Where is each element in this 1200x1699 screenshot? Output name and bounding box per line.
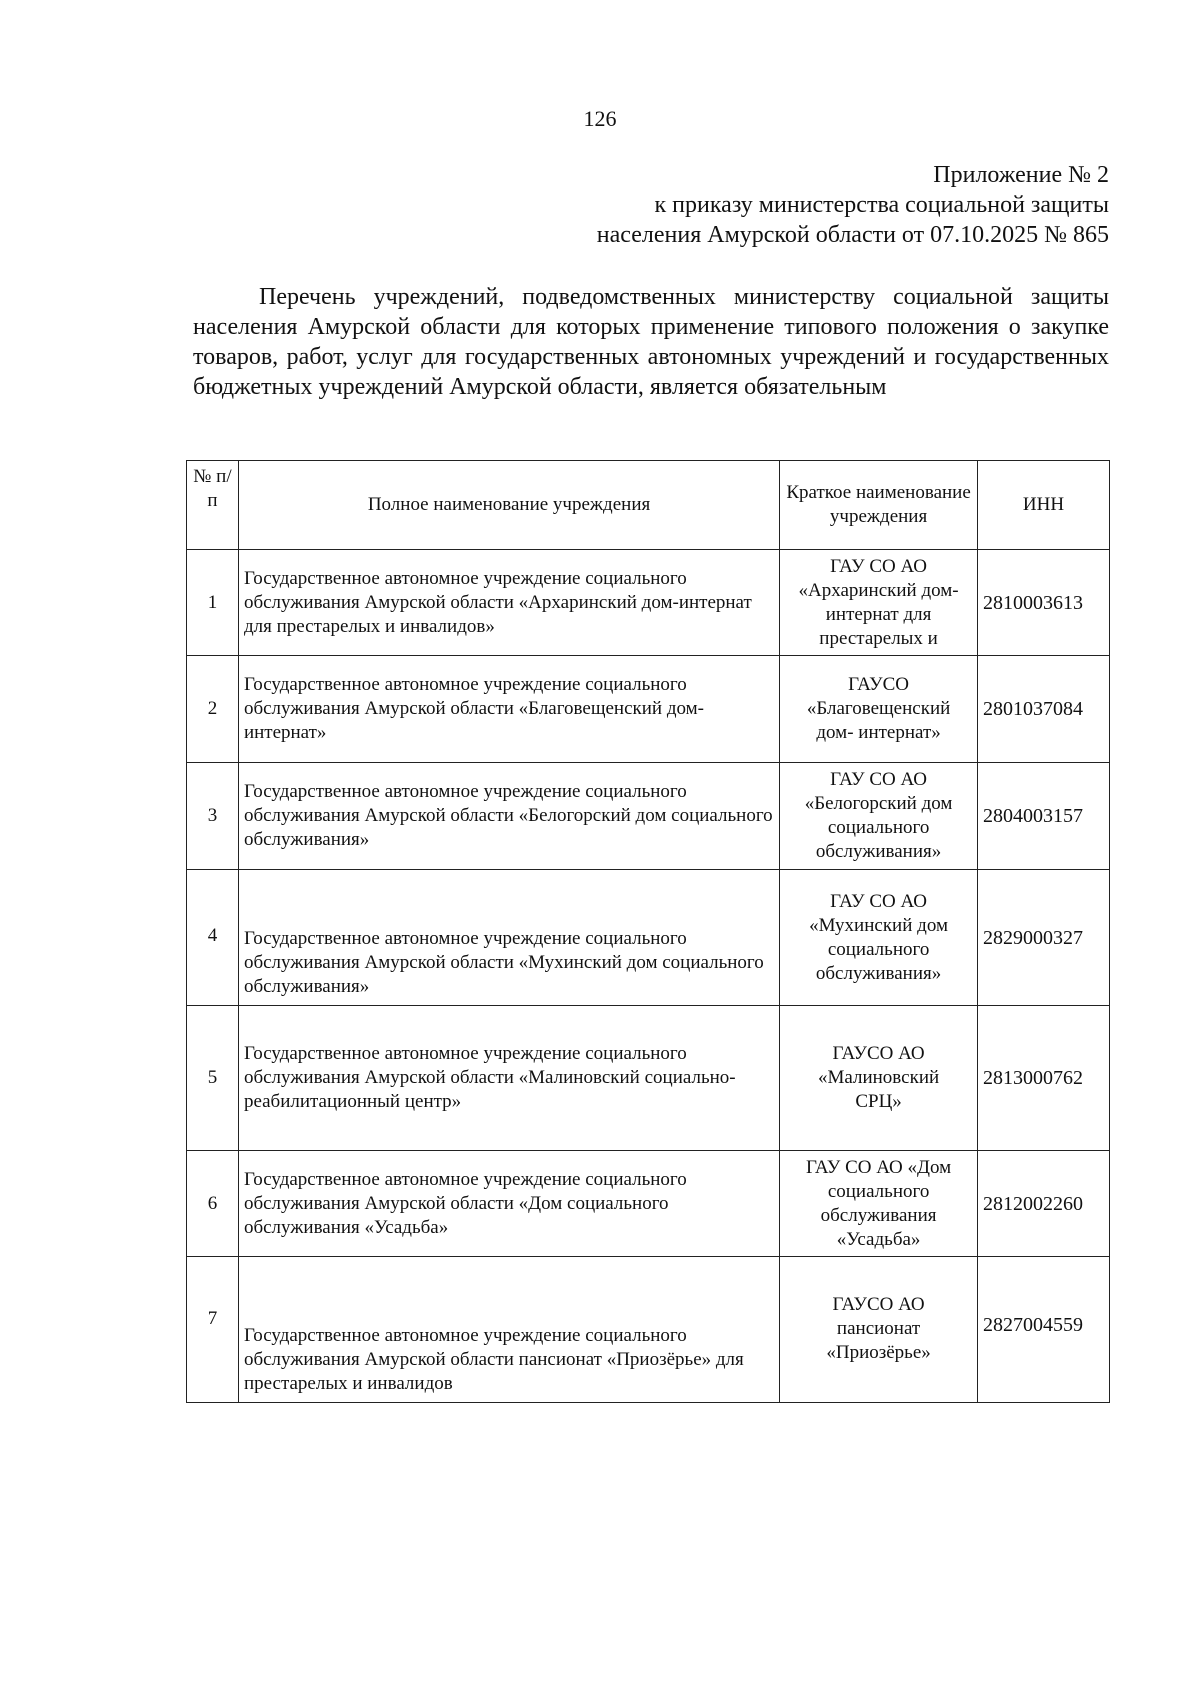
row-num: 4 [187, 870, 239, 1006]
row-full-name: Государственное автономное учреждение социального обслуживания Амурской области «Дом социального обслуживания «Усадьба» [238, 1151, 779, 1257]
header-num: № п/п [187, 461, 239, 550]
table-header-row [187, 461, 1110, 550]
row-inn: 2804003157 [978, 763, 1110, 870]
table-row [187, 763, 1110, 870]
appendix-title: Приложение № 2 [933, 162, 1109, 188]
row-short-name [780, 1257, 978, 1403]
row-num: 6 [187, 1151, 239, 1257]
row-full-name: Государственное автономное учреждение социального обслуживания Амурской области пансионат «Приозёрье» для престарелых и инвалидов [238, 1257, 779, 1403]
row-num: 7 [187, 1257, 239, 1403]
row-short-name [780, 1006, 978, 1151]
row-inn: 2810003613 [978, 550, 1110, 656]
row-short-name-text: ГАУСО АО пансионат «Приозёрье» [826, 1294, 931, 1363]
institutions-table [186, 460, 1110, 1403]
row-inn: 2829000327 [978, 870, 1110, 1006]
row-num: 2 [187, 656, 239, 763]
row-short-name [780, 870, 978, 1006]
header-short-name: Краткое наименование учреждения [780, 461, 978, 550]
row-full-name: Государственное автономное учреждение социального обслуживания Амурской области «Белогорский дом социального обслуживания» [238, 763, 779, 870]
appendix-order-reference: к приказу министерства социальной защиты [654, 192, 1109, 218]
row-short-name-text: ГАУ СО АО «Архаринский дом- интернат для престарелых и [798, 555, 959, 649]
row-inn: 2813000762 [978, 1006, 1110, 1151]
table-row [187, 550, 1110, 656]
row-num: 5 [187, 1006, 239, 1151]
header-inn: ИНН [978, 461, 1110, 550]
row-short-name [780, 763, 978, 870]
row-short-name [780, 550, 978, 656]
row-num: 1 [187, 550, 239, 656]
row-full-name: Государственное автономное учреждение социального обслуживания Амурской области «Мухинский дом социального обслуживания» [238, 870, 779, 1006]
intro-paragraph: Перечень учреждений, подведомственных министерству социальной защиты населения Амурской области для которых применение типового положения о закупке товаров, работ, услуг для государственных автономных учреждений и государственных бюджетных учреждений Амурской области, является обязательным [193, 284, 1109, 400]
row-inn: 2827004559 [978, 1257, 1110, 1403]
appendix-order-date: населения Амурской области от 07.10.2025 № 865 [596, 222, 1109, 248]
row-short-name [780, 656, 978, 763]
header-full-name: Полное наименование учреждения [238, 461, 779, 550]
row-full-name: Государственное автономное учреждение социального обслуживания Амурской области «Малиновский социально- реабилитационный центр» [238, 1006, 779, 1151]
row-inn: 2812002260 [978, 1151, 1110, 1257]
row-short-name-text: ГАУ СО АО «Мухинский дом социального обслуживания» [809, 891, 948, 984]
page-number: 126 [583, 106, 617, 131]
row-full-name: Государственное автономное учреждение социального обслуживания Амурской области «Благовещенский дом-интернат» [238, 656, 779, 763]
row-full-name: Государственное автономное учреждение социального обслуживания Амурской области «Архаринский дом-интернат для престарелых и инвалидов» [238, 550, 779, 656]
row-short-name-text: ГАУ СО АО «Белогорский дом социального обслуживания» [804, 769, 953, 862]
row-short-name-text: ГАУ СО АО «Дом социального обслуживания «Усадьба» [805, 1156, 952, 1250]
table-row [187, 656, 1110, 763]
table-row [187, 1151, 1110, 1257]
table-row [187, 1006, 1110, 1151]
row-num: 3 [187, 763, 239, 870]
appendix-header [597, 160, 1109, 250]
row-short-name-text: ГАУСО «Благовещенский дом- интернат» [806, 674, 951, 743]
row-short-name-text: ГАУСО АО «Малиновский СРЦ» [817, 1043, 940, 1112]
table-row [187, 870, 1110, 1006]
row-short-name [780, 1151, 978, 1257]
row-inn: 2801037084 [978, 656, 1110, 763]
table-row [187, 1257, 1110, 1403]
